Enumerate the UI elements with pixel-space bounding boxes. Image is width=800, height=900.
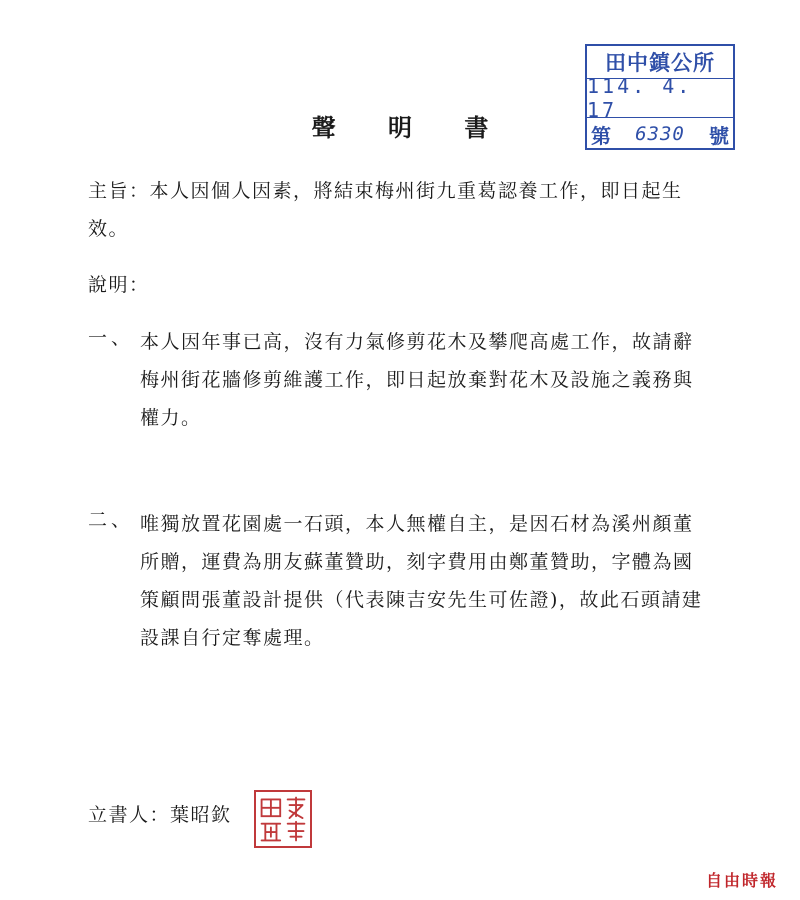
item-2-number: 二、 bbox=[88, 509, 135, 531]
seal-lettering-icon bbox=[256, 792, 310, 846]
signer-line: 立書人：葉昭欽 bbox=[88, 804, 232, 826]
explanation-label: 說明： bbox=[88, 274, 150, 296]
newspaper-watermark: 自由時報 bbox=[706, 871, 779, 890]
item-2-text: 唯獨放置花園處一石頭，本人無權自主，是因石材為溪州顏董所贈，運費為朋友蘇董贊助，刻字費用由鄭董贊助，字體為國策顧問張董設計提供（代表陳吉安先生可佐證)，故此石頭請建設課自行定奪處理。 bbox=[140, 513, 703, 649]
item-1-text: 本人因年事已高，沒有力氣修剪花木及攀爬高處工作，故請辭梅州街花牆修剪維護工作，即日起放棄對花木及設施之義務與權力。 bbox=[140, 331, 694, 429]
stamp-number: 6330 bbox=[635, 123, 685, 145]
subject-paragraph: 主旨：本人因個人因素，將結束梅州街九重葛認養工作，即日起生效。 bbox=[88, 180, 683, 240]
stamp-number-prefix: 第 bbox=[591, 123, 611, 148]
document-title: 聲 明 書 bbox=[311, 113, 511, 142]
stamp-number-suffix: 號 bbox=[708, 123, 729, 148]
personal-seal-stamp bbox=[254, 790, 312, 848]
stamp-date: 114. 4. 17 bbox=[587, 79, 733, 118]
stamp-office: 田中鎮公所 bbox=[587, 46, 733, 79]
item-1-number: 一、 bbox=[88, 327, 135, 349]
